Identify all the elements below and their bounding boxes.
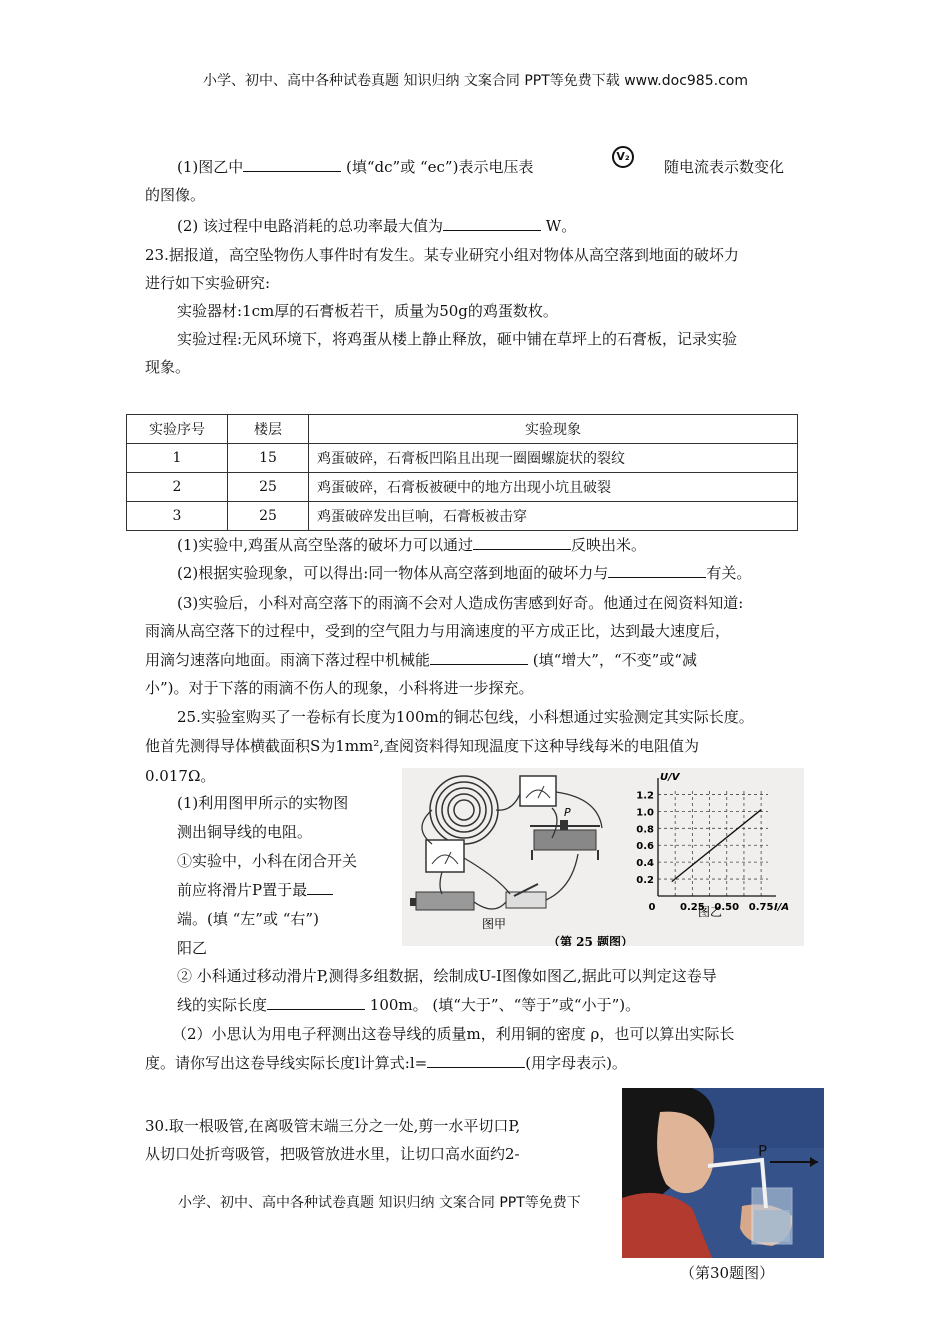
q22-part2	[177, 216, 576, 236]
rheostat-icon	[530, 820, 600, 860]
q25-sub1-2: 测出铜导线的电阻。	[177, 823, 313, 841]
wire-coil-icon	[430, 776, 498, 844]
table-cell: 3	[127, 502, 228, 531]
slider-p-label: P	[564, 806, 571, 819]
q22-part1-cont: 的图像。	[145, 186, 206, 204]
meter-top-icon	[520, 776, 556, 806]
battery-icon	[410, 892, 474, 910]
q23-sub2	[177, 563, 751, 583]
meter-left-icon	[426, 840, 464, 872]
q23-sub1-prefix: (1)实验中,鸡蛋从高空坠落的破坏力可以通过	[177, 536, 474, 554]
q25-intro-2: 他首先测得导体横截面积S为1mm²,查阅资料得知现温度下这种导线每米的电阻值为	[145, 737, 700, 755]
q25-sub1-4-text: 前应将滑片P置于最	[177, 881, 308, 899]
column-header: 楼层	[228, 415, 309, 444]
q25-sub1-8-prefix: 线的实际长度	[177, 996, 268, 1014]
q23-process-1: 实验过程:无风环境下，将鸡蛋从楼上静止释放，砸中铺在草坪上的石膏板，记录实验	[177, 330, 738, 348]
q23-sub1-suffix: 反映出米。	[571, 536, 647, 554]
x-tick-label: 0	[648, 902, 656, 913]
q25-sub1-7: ② 小科通过移动滑片P,测得多组数据，绘制成U-I图像如图乙,据此可以判定这卷导	[177, 967, 717, 985]
q22-part2-suffix: W。	[541, 217, 577, 235]
answer-blank[interactable]	[430, 650, 528, 665]
q22-part1-suffix: 随电流表示数变化	[664, 158, 785, 176]
figure-30-caption: （第30题图）	[680, 1264, 775, 1282]
q23-sub3-1: (3)实验后，小科对高空落下的雨滴不会对人造成伤害感到好奇。他通过在阅资料知道:	[177, 594, 744, 612]
q23-sub1	[177, 535, 646, 555]
table-cell: 25	[228, 502, 309, 531]
page-footer: 小学、初中、高中各种试卷真题 知识归纳 文案合同 PPT等免费下	[178, 1195, 581, 1211]
answer-blank[interactable]	[243, 157, 341, 172]
q25-sub2-1: （2）小思认为用电子秤测出这卷导线的质量m，利用铜的密度 ρ，也可以算出实际长	[172, 1025, 735, 1043]
column-header: 实验现象	[309, 415, 798, 444]
table-cell: 15	[228, 444, 309, 473]
answer-blank[interactable]	[267, 995, 365, 1010]
voltmeter-v2-icon: V₂	[612, 146, 634, 168]
q22-part1-prefix: (1)图乙中	[177, 158, 244, 176]
table-cell: 鸡蛋破碎发出巨响，石膏板被击穿	[309, 502, 798, 531]
table-cell: 25	[228, 473, 309, 502]
y-axis-label: U/V	[660, 772, 680, 783]
q22-part2-prefix: (2) 该过程中电路消耗的总功率最大值为	[177, 217, 444, 235]
q25-sub1-3: ①实验中，小科在闭合开关	[177, 852, 358, 870]
q23-intro-2: 进行如下实验研究:	[145, 274, 271, 292]
column-header: 实验序号	[127, 415, 228, 444]
y-tick-label: 0.4	[636, 858, 654, 870]
table-header-row	[127, 415, 798, 444]
y-tick-label: 1.0	[636, 807, 654, 819]
table-cell: 鸡蛋破碎，石膏板被硬中的地方出现小坑且破裂	[309, 473, 798, 502]
q30-line-1: 30.取一根吸管,在离吸管末端三分之一处,剪一水平切口P,	[145, 1117, 521, 1135]
y-tick-label: 0.8	[636, 824, 654, 836]
figure-25	[402, 768, 804, 946]
cut-p-label: P	[758, 1142, 768, 1160]
answer-blank[interactable]	[427, 1053, 525, 1068]
q23-sub2-suffix: 有关。	[706, 564, 752, 582]
q25-sub1-5: 端。(填 “左”或 “右”)	[177, 910, 319, 928]
straw-experiment-image	[622, 1088, 824, 1258]
answer-blank[interactable]	[443, 216, 541, 231]
q23-sub3-3-suffix: (填“增大”，“不变”或“减	[528, 651, 697, 669]
q23-sub3-4: 小”)。对于下落的雨滴不伤人的现象，小科将进一步探充。	[145, 679, 534, 697]
x-tick-label: 0.75	[748, 902, 774, 913]
answer-blank[interactable]	[307, 880, 333, 895]
q30-line-2: 从切口处折弯吸管，把吸管放进水里，让切口高水面约2-	[145, 1145, 520, 1163]
q23-materials: 实验器材:1cm厚的石膏板若干，质量为50g的鸡蛋数枚。	[177, 302, 558, 320]
table-row	[127, 502, 798, 531]
q25-sub1-4	[177, 880, 333, 900]
table-cell: 鸡蛋破碎，石膏板凹陷且出现一圈圈螺旋状的裂纹	[309, 444, 798, 473]
q25-sub1-8	[177, 995, 640, 1015]
answer-blank[interactable]	[608, 563, 706, 578]
figure-30-photo	[622, 1088, 824, 1258]
q23-sub2-prefix: (2)根据实验现象，可以得出:同一物体从高空落到地面的破坏力与	[177, 564, 609, 582]
table-row	[127, 473, 798, 502]
figure-25-caption: （第 25 题图）	[548, 935, 634, 946]
q25-intro-3: 0.017Ω。	[145, 767, 216, 785]
y-tick-label: 0.2	[636, 875, 654, 887]
q25-intro-1: 25.实验室购买了一卷标有长度为100m的铜芯包线，小科想通过实验测定其实际长度。	[177, 708, 754, 726]
series-line	[672, 810, 761, 882]
x-axis-label: I/A	[774, 902, 790, 913]
figure-jia-label: 图甲	[482, 917, 507, 931]
y-tick-label: 1.2	[636, 790, 654, 802]
q25-sub2-2	[145, 1053, 627, 1073]
q25-sub2-2-suffix: (用字母表示)。	[525, 1054, 627, 1072]
figure-yi-label: 图乙	[697, 905, 723, 918]
x-tick-label: 0.50	[714, 902, 740, 913]
q22-part1	[177, 157, 533, 177]
table-cell: 1	[127, 444, 228, 473]
q25-sub1-1: (1)利用图甲所示的实物图	[177, 794, 349, 812]
x-tick-label: 0.25	[680, 902, 705, 913]
q23-process-2: 现象。	[145, 358, 191, 376]
q22-part1-middle: (填“dc”或 “ec”)表示电压表	[341, 158, 534, 176]
y-tick-label: 0.6	[636, 841, 654, 853]
experiment-table	[126, 414, 798, 531]
q23-sub3-3-prefix: 用滴匀速落向地面。雨滴下落过程中机械能	[145, 651, 431, 669]
page-header: 小学、初中、高中各种试卷真题 知识归纳 文案合同 PPT等免费下载 www.doc985.com	[203, 73, 748, 89]
q25-sub2-2-prefix: 度。请你写出这卷导线实际长度l计算式:l=	[145, 1054, 428, 1072]
answer-blank[interactable]	[473, 535, 571, 550]
q23-sub3-3	[145, 650, 697, 670]
q25-sub1-8-suffix: 100m。 (填“大于”、“等于”或“小于”)。	[365, 996, 641, 1014]
q23-sub3-2: 雨滴从高空落下的过程中，受到的空气阻力与用滴速度的平方成正比，达到最大速度后，	[145, 622, 731, 640]
table-cell: 2	[127, 473, 228, 502]
table-row	[127, 444, 798, 473]
ui-graph	[620, 768, 790, 918]
q25-sub1-6: 阳乙	[177, 939, 208, 957]
switch-icon	[506, 884, 546, 908]
q23-intro-1: 23.据报道，高空坠物伤人事件时有发生。某专业研究小组对物体从高空落到地面的破坏力	[145, 246, 739, 264]
